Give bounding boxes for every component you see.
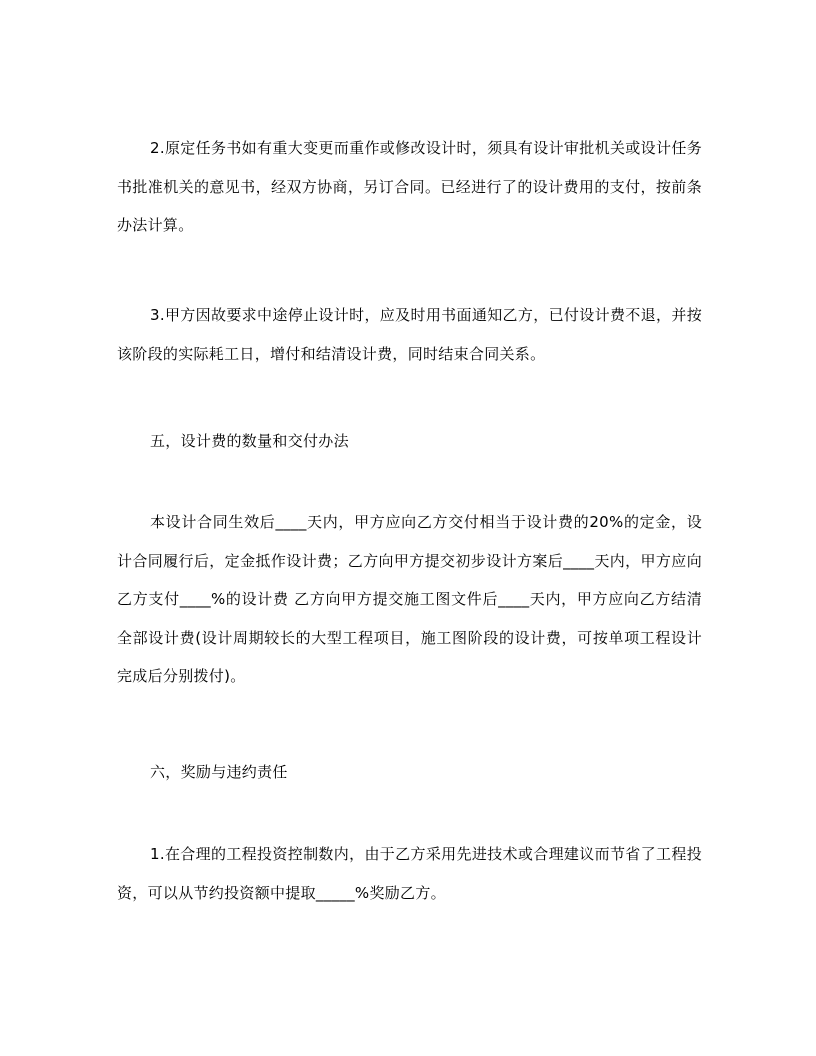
reward-clause-paragraph: 1.在合理的工程投资控制数内，由于乙方采用先进技术或合理建议而节省了工程投资，可以从节约投资额中提取_____%奖励乙方。 (117, 845, 702, 902)
clause-3-paragraph: 3.甲方因故要求中途停止设计时，应及时用书面通知乙方，已付设计费不退，并按该阶段的实际耗工日，增付和结清设计费，同时结束合同关系。 (117, 306, 702, 363)
section-5-heading: 五，设计费的数量和交付办法 (150, 432, 349, 450)
design-fee-paragraph: 本设计合同生效后____天内，甲方应向乙方交付相当于设计费的20%的定金，设计合同履行后，定金抵作设计费；乙方向甲方提交初步设计方案后____天内，甲方应向乙方支付____%的设计费 乙方向甲方提交施工图文件后____天内，甲方应向乙方结清全部设计费(设计周期较长的大型工程项目，施工图阶段的设计费，可按单项工程设计完成后分别拨付)。 (117, 513, 702, 685)
clause-2-paragraph: 2.原定任务书如有重大变更而重作或修改设计时，须具有设计审批机关或设计任务书批准机关的意见书，经双方协商，另订合同。已经进行了的设计费用的支付，按前条办法计算。 (117, 139, 702, 234)
section-6-heading: 六，奖励与违约责任 (150, 763, 288, 781)
